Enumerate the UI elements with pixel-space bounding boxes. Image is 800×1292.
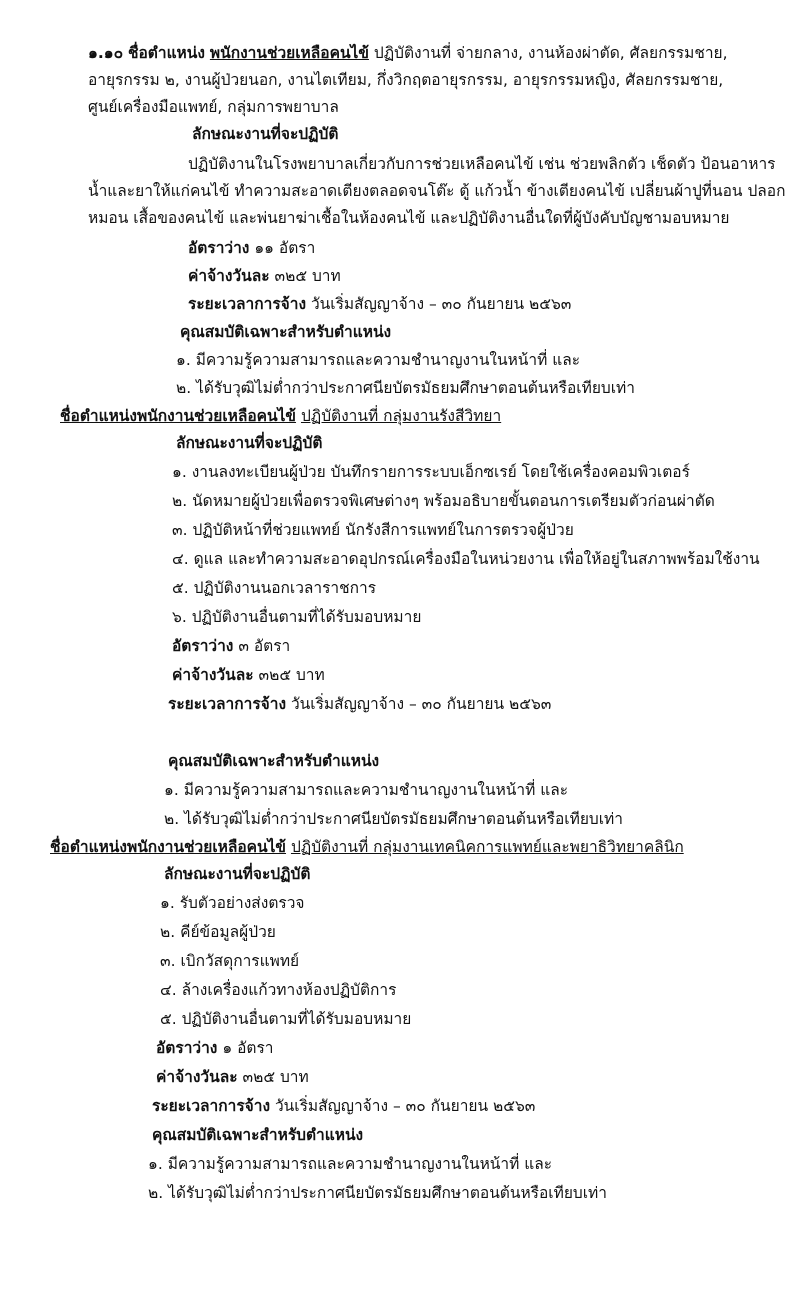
sec3-period-label: ระยะเวลาการจ้าง (152, 1097, 271, 1115)
sec1-period-label: ระยะเวลาการจ้าง (188, 295, 307, 313)
sec3-vacancy (156, 1037, 274, 1059)
sec1-duty-line3: หมอน เสื้อของคนไข้ และพ่นยาฆ่าเชื้อในห้องคนไข้ และปฏิบัติงานอื่นใดที่ผู้บังคับบัญชามอบหมาย (88, 209, 730, 227)
sec2-duty-4: ๔. ดูแล และทำความสะอาดอุปกรณ์เครื่องมือในหน่วยงาน เพื่อให้อยู่ในสภาพพร้อมใช้งาน (172, 550, 760, 568)
sec2-qual1: ๑. มีความรู้ความสามารถและความชำนาญงานในหน้าที่ และ (164, 781, 569, 799)
sec1-workplace: ปฏิบัติงานที่ จ่ายกลาง, งานห้องผ่าตัด, ศัลยกรรมชาย, (373, 44, 728, 62)
sec3-duty-3: ๓. เบิกวัสดุการแพทย์ (160, 952, 300, 970)
sec3-duty-1: ๑. รับตัวอย่างส่งตรวจ (160, 894, 305, 912)
sec1-vacancy-label: อัตราว่าง (188, 239, 250, 257)
sec1-vacancy-value: ๑๑ อัตรา (254, 239, 316, 257)
sec3-vacancy-value: ๑ อัตรา (222, 1039, 274, 1057)
sec3-qual-heading: คุณสมบัติเฉพาะสำหรับตำแหน่ง (152, 1126, 364, 1144)
sec1-duty-line2: น้ำและยาให้แก่คนไข้ ทำความสะอาดเตียงตลอดจนโต๊ะ ตู้ แก้วน้ำ ข้างเตียงคนไข้ เปลี่ยนผ้าปูที่นอน ปลอก (88, 182, 786, 200)
sec1-wage-label: ค่าจ้างวันละ (188, 267, 270, 285)
sec2-workplace: ปฏิบัติงานที่ กลุ่มงานรังสีวิทยา (300, 407, 502, 425)
sec2-period (168, 693, 551, 715)
sec1-workplace-line3: ศูนย์เครื่องมือแพทย์, กลุ่มการพยาบาล (88, 98, 339, 116)
sec1-wage-value: ๓๒๕ บาท (274, 267, 341, 285)
sec2-vacancy-value: ๓ อัตรา (238, 637, 291, 655)
sec2-wage-value: ๓๒๕ บาท (258, 666, 325, 684)
sec3-title: ชื่อตำแหน่งพนักงานช่วยเหลือคนไข้ (50, 838, 287, 856)
sec3-wage (156, 1066, 309, 1088)
sec3-duty-5: ๕. ปฏิบัติงานอื่นตามที่ได้รับมอบหมาย (160, 1010, 412, 1028)
sec2-wage (172, 664, 325, 686)
sec1-workplace-line2: อายุรกรรม ๒, งานผู้ป่วยนอก, งานไตเทียม, กึ่งวิกฤตอายุรกรรม, อายุรกรรมหญิง, ศัลยกรรมชาย, (88, 71, 724, 89)
sec2-vacancy-label: อัตราว่าง (172, 637, 234, 655)
sec1-position-label: ชื่อตำแหน่ง (127, 44, 205, 62)
sec1-wage (188, 265, 341, 287)
sec2-duty-2: ๒. นัดหมายผู้ป่วยเพื่อตรวจพิเศษต่างๆ พร้อมอธิบายขั้นตอนการเตรียมตัวก่อนผ่าตัด (172, 492, 715, 510)
sec1-vacancy (188, 237, 315, 259)
sec2-title: ชื่อตำแหน่งพนักงานช่วยเหลือคนไข้ (60, 407, 297, 425)
sec1-duty-line1: ปฏิบัติงานในโรงพยาบาลเกี่ยวกับการช่วยเหลือคนไข้ เช่น ช่วยพลิกตัว เช็ดตัว ป้อนอาหาร (188, 155, 776, 173)
sec2-duty-1: ๑. งานลงทะเบียนผู้ป่วย บันทึกรายการระบบเอ็กซเรย์ โดยใช้เครื่องคอมพิวเตอร์ (172, 463, 690, 481)
sec1-number: ๑.๑๐ (88, 44, 124, 62)
sec2-period-label: ระยะเวลาการจ้าง (168, 695, 287, 713)
sec3-period-value: วันเริ่มสัญญาจ้าง – ๓๐ กันยายน ๒๕๖๓ (274, 1097, 536, 1115)
sec1-duty-heading: ลักษณะงานที่จะปฏิบัติ (192, 125, 339, 143)
sec2-wage-label: ค่าจ้างวันละ (172, 666, 254, 684)
sec1-period-value: วันเริ่มสัญญาจ้าง – ๓๐ กันยายน ๒๕๖๓ (310, 295, 572, 313)
sec3-wage-label: ค่าจ้างวันละ (156, 1068, 238, 1086)
sec3-duty-heading: ลักษณะงานที่จะปฏิบัติ (164, 865, 311, 883)
sec3-qual1: ๑. มีความรู้ความสามารถและความชำนาญงานในหน้าที่ และ (148, 1155, 553, 1173)
sec3-qual2: ๒. ได้รับวุฒิไม่ต่ำกว่าประกาศนียบัตรมัธยมศึกษาตอนต้นหรือเทียบเท่า (148, 1184, 607, 1202)
sec2-title-line (60, 405, 501, 427)
sec1-qual2: ๒. ได้รับวุฒิไม่ต่ำกว่าประกาศนียบัตรมัธยมศึกษาตอนต้นหรือเทียบเท่า (176, 379, 635, 397)
sec3-workplace: ปฏิบัติงานที่ กลุ่มงานเทคนิคการแพทย์และพยาธิวิทยาคลินิก (290, 838, 684, 856)
sec2-period-value: วันเริ่มสัญญาจ้าง – ๓๐ กันยายน ๒๕๖๓ (290, 695, 552, 713)
sec1-title-line (88, 42, 728, 64)
sec1-qual1: ๑. มีความรู้ความสามารถและความชำนาญงานในหน้าที่ และ (176, 351, 581, 369)
sec3-wage-value: ๓๒๕ บาท (242, 1068, 309, 1086)
sec1-position-name: พนักงานช่วยเหลือคนไข้ (209, 44, 369, 62)
sec1-period (188, 293, 571, 315)
sec3-duty-2: ๒. คีย์ข้อมูลผู้ป่วย (160, 923, 276, 941)
sec2-duty-3: ๓. ปฏิบัติหน้าที่ช่วยแพทย์ นักรังสีการแพทย์ในการตรวจผู้ป่วย (172, 521, 574, 539)
sec3-vacancy-label: อัตราว่าง (156, 1039, 218, 1057)
sec3-duty-4: ๔. ล้างเครื่องแก้วทางห้องปฏิบัติการ (160, 981, 397, 999)
sec2-qual2: ๒. ได้รับวุฒิไม่ต่ำกว่าประกาศนียบัตรมัธยมศึกษาตอนต้นหรือเทียบเท่า (164, 810, 623, 828)
sec3-title-line (50, 836, 684, 858)
sec2-duty-5: ๕. ปฏิบัติงานนอกเวลาราชการ (172, 579, 377, 597)
sec2-duty-6: ๖. ปฏิบัติงานอื่นตามที่ได้รับมอบหมาย (172, 608, 422, 626)
sec1-qual-heading: คุณสมบัติเฉพาะสำหรับตำแหน่ง (180, 323, 392, 341)
sec3-period (152, 1095, 535, 1117)
sec2-qual-heading: คุณสมบัติเฉพาะสำหรับตำแหน่ง (168, 752, 380, 770)
sec2-vacancy (172, 635, 290, 657)
sec2-duty-heading: ลักษณะงานที่จะปฏิบัติ (176, 434, 323, 452)
